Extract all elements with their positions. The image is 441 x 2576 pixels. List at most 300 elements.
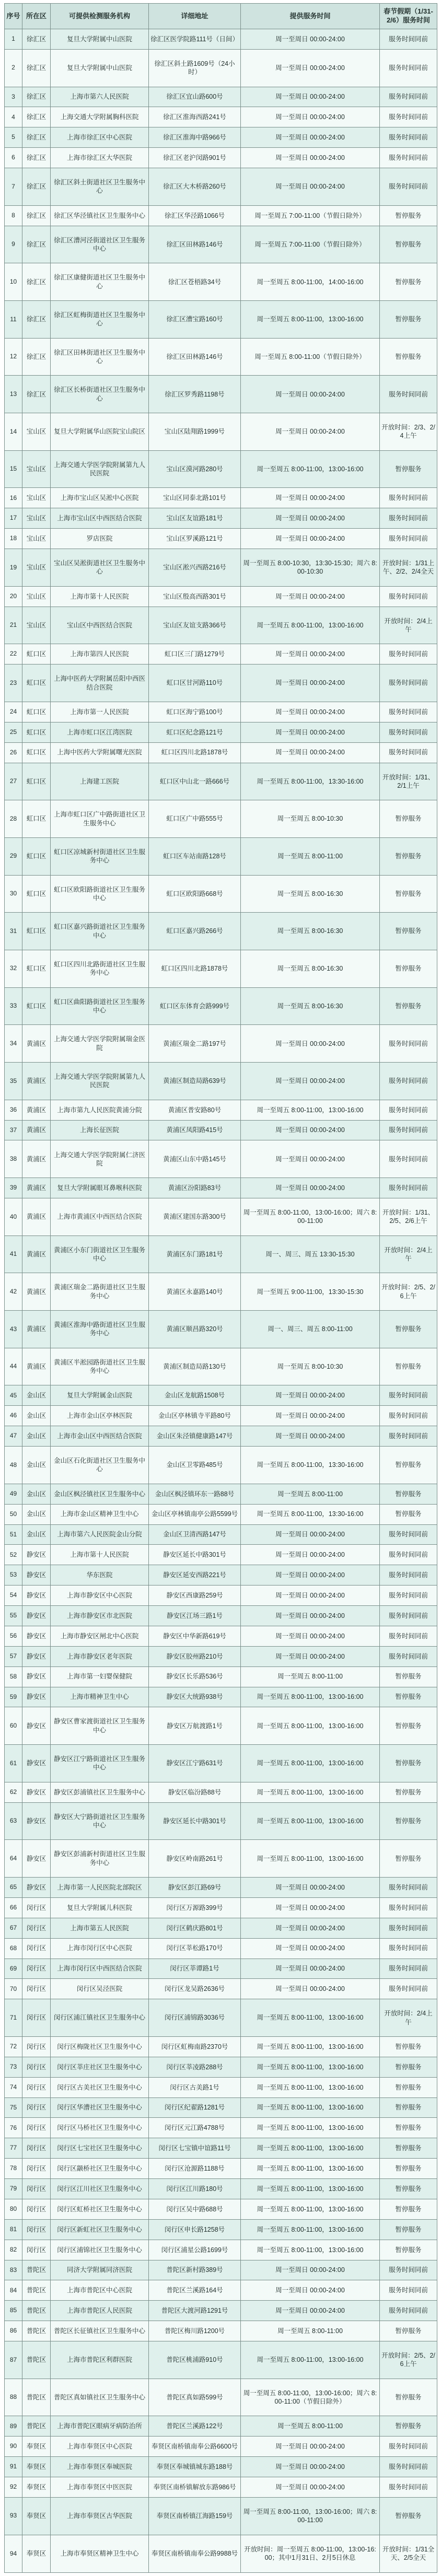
cell-institution: 上海市第九人民医院黄浦分院 [51,1100,149,1120]
cell-spring-festival-hours: 暂停服务 [380,950,437,987]
cell-no: 58 [5,1666,22,1687]
table-row [5,168,437,206]
table-row [5,338,437,376]
cell-institution: 虹口区欧阳路街道社区卫生服务中心 [51,875,149,913]
cell-institution: 上海交通大学医学院附属瑞金医院 [51,1025,149,1063]
cell-spring-festival-hours: 开放时间：2/4上午 [380,1999,437,2037]
cell-address: 普陀区大渡河路1291号 [149,2301,241,2321]
cell-no: 18 [5,529,22,549]
cell-address: 静安区江宁路631号 [149,1745,241,1782]
cell-no: 56 [5,1626,22,1646]
cell-hours: 周一至周五 8:00-10:30 [241,1348,380,1385]
cell-no: 19 [5,549,22,587]
table-row [5,2497,437,2535]
cell-institution: 徐汇区漕河泾街道社区卫生服务中心 [51,226,149,263]
cell-institution: 徐汇区康健街道社区卫生服务中心 [51,263,149,301]
cell-district: 徐汇区 [22,338,51,376]
cell-no: 41 [5,1235,22,1273]
cell-hours: 周一至周日 00:00-24:00 [241,127,380,148]
table-row [5,1959,437,1979]
cell-no: 1 [5,29,22,50]
cell-hours: 周一至周日 00:00-24:00 [241,49,380,87]
cell-spring-festival-hours: 暂停服务 [380,2057,437,2077]
cell-address: 静安区长乐路536号 [149,1666,241,1687]
cell-spring-festival-hours: 开放时间：2/4上午 [380,1235,437,1273]
cell-institution: 上海市宝山区吴淞中心医院 [51,488,149,508]
cell-no: 54 [5,1586,22,1606]
table-row [5,665,437,702]
cell-institution: 上海市精神卫生中心 [51,1687,149,1707]
cell-institution: 复旦大学附属中山医院 [51,29,149,50]
cell-institution: 徐汇区长桥街道社区卫生服务中心 [51,376,149,413]
cell-district: 宝山区 [22,508,51,529]
cell-spring-festival-hours: 服务时间同前 [380,1178,437,1198]
cell-no: 2 [5,49,22,87]
cell-institution: 上海市奉贤区中医医院 [51,2477,149,2498]
cell-no: 26 [5,742,22,763]
cell-institution: 黄浦区小东门街道社区卫生服务中心 [51,1235,149,1273]
cell-hours: 周一至周日 00:00-24:00 [241,529,380,549]
cell-no: 91 [5,2457,22,2477]
cell-institution: 同济大学附属同济医院 [51,2260,149,2280]
cell-address: 普陀区兰溪路122号 [149,2416,241,2437]
cell-address: 徐汇区大木桥路260号 [149,168,241,206]
cell-district: 虹口区 [22,987,51,1025]
cell-institution: 闵行区华漕社区卫生服务中心 [51,2097,149,2118]
cell-address: 闵行区吴中路688号 [149,2199,241,2219]
table-row [5,2138,437,2159]
cell-spring-festival-hours: 暂停服务 [380,2118,437,2138]
cell-institution: 上海市第十人民医院 [51,1545,149,1565]
cell-spring-festival-hours: 服务时间同前 [380,376,437,413]
cell-address: 闵行区纪翟路1281号 [149,2097,241,2118]
cell-spring-festival-hours: 服务时间同前 [380,1385,437,1406]
cell-spring-festival-hours: 服务时间同前 [380,1120,437,1140]
cell-no: 37 [5,1120,22,1140]
cell-spring-festival-hours: 暂停服务 [380,2077,437,2097]
cell-no: 50 [5,1504,22,1524]
cell-institution: 徐汇区虹梅街道社区卫生服务中心 [51,301,149,339]
cell-institution: 上海市奉贤区奉城医院 [51,2457,149,2477]
cell-district: 闵行区 [22,2159,51,2179]
table-row [5,2535,437,2572]
cell-no: 8 [5,205,22,226]
cell-district: 黄浦区 [22,1063,51,1100]
cell-address: 徐汇区华泾路1066号 [149,205,241,226]
table-row [5,127,437,148]
cell-no: 46 [5,1406,22,1426]
cell-hours: 周一至周五 8:00-11:00，13:00-16:00 [241,450,380,488]
cell-hours: 周一至周五 8:00-11:00，13:00-16:00 [241,2077,380,2097]
cell-district: 静安区 [22,1565,51,1586]
cell-no: 30 [5,875,22,913]
cell-hours: 周一至周五 8:00-10:30，13:30-15:30；周六 8:00-10:30 [241,549,380,587]
cell-hours: 周一至周五 8:00-11:00，13:00-16:00 [241,607,380,644]
cell-no: 33 [5,987,22,1025]
cell-district: 徐汇区 [22,205,51,226]
table-row [5,226,437,263]
table-row [5,1545,437,1565]
cell-no: 78 [5,2159,22,2179]
cell-no: 65 [5,1878,22,1898]
cell-no: 17 [5,508,22,529]
cell-hours: 周一至周日 00:00-24:00 [241,508,380,529]
cell-address: 宝山区殷高西路301号 [149,586,241,607]
cell-district: 黄浦区 [22,1235,51,1273]
cell-institution: 闵行区梅陇社区卫生服务中心 [51,2036,149,2057]
cell-address: 徐汇区田林路146号 [149,338,241,376]
cell-spring-festival-hours: 暂停服务 [380,987,437,1025]
cell-district: 金山区 [22,1524,51,1545]
cell-district: 闵行区 [22,2199,51,2219]
cell-spring-festival-hours: 服务时间同前 [380,1979,437,1999]
cell-institution: 上海市金山区中西医结合医院 [51,1426,149,1447]
table-row [5,1348,437,1385]
cell-no: 70 [5,1979,22,1999]
cell-address: 静安区延长中路301号 [149,1802,241,1840]
cell-district: 静安区 [22,1586,51,1606]
table-row [5,1385,437,1406]
cell-district: 虹口区 [22,913,51,950]
cell-hours: 周一至周日 00:00-24:00 [241,1918,380,1938]
cell-institution: 上海市第一妇婴保健院 [51,1666,149,1687]
table-row [5,2199,437,2219]
cell-institution: 上海市奉贤区中心医院 [51,2437,149,2457]
cell-address: 闵行区七宝镇中谊路11号 [149,2138,241,2159]
cell-spring-festival-hours: 服务时间同前 [380,1938,437,1959]
cell-no: 59 [5,1687,22,1707]
cell-no: 7 [5,168,22,206]
table-row [5,2437,437,2457]
cell-address: 虹口区车站南路128号 [149,837,241,875]
table-row [5,107,437,127]
table-row [5,450,437,488]
cell-spring-festival-hours: 暂停服务 [380,2379,437,2416]
cell-no: 10 [5,263,22,301]
cell-spring-festival-hours: 服务时间同前 [380,148,437,168]
cell-district: 徐汇区 [22,226,51,263]
cell-district: 闵行区 [22,1999,51,2037]
testing-sites-table [4,3,437,2573]
cell-spring-festival-hours: 暂停服务 [380,1840,437,1878]
cell-district: 黄浦区 [22,1140,51,1178]
cell-no: 61 [5,1745,22,1782]
cell-district: 虹口区 [22,950,51,987]
cell-institution: 复旦大学附属眼耳鼻喉科医院 [51,1178,149,1198]
cell-address: 金山区枫泾镇环东一路88号 [149,1484,241,1504]
cell-address: 黄浦区凤阳路415号 [149,1120,241,1140]
cell-district: 金山区 [22,1426,51,1447]
cell-district: 普陀区 [22,2379,51,2416]
cell-hours: 周一、周三、周五 13:30-15:30 [241,1235,380,1273]
cell-hours: 周一至周五 7:00-11:00（节假日除外） [241,226,380,263]
cell-address: 闵行区龙吴路2636号 [149,1979,241,1999]
cell-hours: 周一至周日 00:00-24:00 [241,1959,380,1979]
cell-hours: 周一至周日 00:00-24:00 [241,2301,380,2321]
cell-institution: 闵行区浦锦社区卫生服务中心 [51,2240,149,2260]
cell-address: 宝山区淞兴西路216号 [149,549,241,587]
cell-district: 虹口区 [22,722,51,742]
cell-spring-festival-hours: 服务时间同前 [380,1426,437,1447]
cell-hours: 周一至周五 8:00-11:00，14:00-16:00 [241,263,380,301]
cell-address: 闵行区万源路399号 [149,1897,241,1918]
table-row [5,1273,437,1311]
cell-no: 3 [5,87,22,107]
cell-spring-festival-hours: 暂停服务 [380,1447,437,1484]
cell-spring-festival-hours: 服务时间同前 [380,1565,437,1586]
cell-institution: 华东医院 [51,1565,149,1586]
cell-spring-festival-hours: 暂停服务 [380,263,437,301]
cell-spring-festival-hours: 服务时间同前 [380,1959,437,1979]
cell-institution: 闵行区颛桥社区卫生服务中心 [51,2159,149,2179]
cell-hours: 周一至周日 00:00-24:00 [241,413,380,451]
table-row [5,1666,437,1687]
cell-institution: 上海市奉贤区精神卫生中心 [51,2535,149,2572]
cell-institution: 上海市普陀区人民医院 [51,2301,149,2321]
cell-hours: 周一至周日 00:00-24:00 [241,107,380,127]
cell-no: 77 [5,2138,22,2159]
cell-institution: 徐汇区华泾镇社区卫生服务中心 [51,205,149,226]
cell-institution: 普陀区真如镇社区卫生服务中心 [51,2379,149,2416]
cell-spring-festival-hours: 开放时间：2/4上午 [380,607,437,644]
table-row [5,508,437,529]
cell-hours: 周一至周五 8:00-11:00，13:00-16:00 [241,1745,380,1782]
cell-spring-festival-hours: 服务时间同前 [380,2280,437,2301]
cell-spring-festival-hours: 暂停服务 [380,1311,437,1348]
cell-no: 51 [5,1524,22,1545]
cell-district: 黄浦区 [22,1198,51,1236]
cell-hours: 周一至周五 8:00-11:00（节假日除外） [241,338,380,376]
cell-district: 徐汇区 [22,301,51,339]
table-row [5,644,437,665]
cell-institution: 闵行区浦江镇社区卫生服务中心 [51,1999,149,2037]
cell-district: 徐汇区 [22,127,51,148]
cell-no: 36 [5,1100,22,1120]
cell-hours: 周一至周日 00:00-24:00 [241,1897,380,1918]
table-row [5,913,437,950]
table-row [5,1447,437,1484]
cell-hours: 周一至周日 00:00-24:00 [241,586,380,607]
table-row [5,1120,437,1140]
cell-hours: 周一至周日 00:00-24:00 [241,1586,380,1606]
cell-institution: 上海市闵行区中西医结合医院 [51,1959,149,1979]
cell-hours: 周一至周日 00:00-24:00 [241,644,380,665]
cell-no: 14 [5,413,22,451]
cell-institution: 闵行区吴泾医院 [51,1979,149,1999]
cell-spring-festival-hours: 暂停服务 [380,1782,437,1802]
cell-district: 虹口区 [22,742,51,763]
cell-institution: 上海市金山区亭林医院 [51,1406,149,1426]
cell-district: 虹口区 [22,763,51,800]
cell-no: 89 [5,2416,22,2437]
cell-hours: 周一至周日 00:00-24:00 [241,87,380,107]
table-row [5,2379,437,2416]
cell-district: 黄浦区 [22,1273,51,1311]
cell-institution: 上海市第一人民医院北部院区 [51,1878,149,1898]
cell-district: 静安区 [22,1626,51,1646]
table-row [5,1504,437,1524]
cell-hours: 周一至周五 8:00-11:00，13:00-16:00 [241,1802,380,1840]
cell-spring-festival-hours: 服务时间同前 [380,1878,437,1898]
cell-hours: 周一至周五 8:00-11:00，13:30-16:00 [241,1447,380,1484]
cell-district: 徐汇区 [22,148,51,168]
cell-hours: 周一至周日 00:00-24:00 [241,1063,380,1100]
cell-address: 宝山区陆翔路1999号 [149,413,241,451]
cell-spring-festival-hours: 服务时间同前 [380,1100,437,1120]
cell-hours: 周一至周日 00:00-24:00 [241,1565,380,1586]
cell-no: 34 [5,1025,22,1063]
cell-address: 宝山区友谊支路366号 [149,607,241,644]
cell-no: 74 [5,2077,22,2097]
cell-spring-festival-hours: 暂停服务 [380,1504,437,1524]
table-row [5,1406,437,1426]
table-row [5,1311,437,1348]
cell-hours: 周一至周五 8:00-11:00，13:00-16:00 [241,2036,380,2057]
cell-institution: 静安区江宁路街道社区卫生服务中心 [51,1745,149,1782]
cell-address: 静安区江场三路1号 [149,1606,241,1626]
cell-institution: 上海中医药大学附属岳阳中西医结合医院 [51,665,149,702]
table-row [5,1100,437,1120]
cell-hours: 周一至周五 8:00-11:00，13:00-16:00 [241,2179,380,2199]
cell-no: 40 [5,1198,22,1236]
cell-hours: 周一至周日 00:00-24:00 [241,702,380,722]
cell-hours: 周一至周五 8:00-11:00，13:00-16:00；周六 8:00-11:00 [241,2497,380,2535]
cell-district: 静安区 [22,1745,51,1782]
cell-district: 金山区 [22,1504,51,1524]
cell-address: 闵行区浦锦路3036号 [149,1999,241,2037]
cell-hours: 周一至周五 8:00-11:00，13:00-16:00；周六 8:00-11:00 [241,1198,380,1236]
cell-spring-festival-hours: 服务时间同前 [380,168,437,206]
cell-institution: 闵行区古美社区卫生服务中心 [51,2077,149,2097]
table-row [5,376,437,413]
cell-district: 闵行区 [22,1918,51,1938]
cell-institution: 上海市普陀区利群医院 [51,2341,149,2379]
cell-address: 黄浦区永嘉路140号 [149,1273,241,1311]
cell-hours: 周一至周日 00:00-24:00 [241,376,380,413]
cell-hours: 周一至周五 8:00-11:00，13:30-16:00 [241,1504,380,1524]
cell-address: 静安区延安西路221号 [149,1565,241,1586]
cell-hours: 周一、周三、周五 8:00-11:00 [241,1311,380,1348]
cell-spring-festival-hours: 暂停服务 [380,1745,437,1782]
cell-spring-festival-hours: 暂停服务 [380,2199,437,2219]
cell-hours: 周一至周日 00:00-24:00 [241,488,380,508]
cell-hours: 周一至周日 00:00-24:00 [241,665,380,702]
cell-no: 71 [5,1999,22,2037]
cell-institution: 虹口区嘉兴路街道社区卫生服务中心 [51,913,149,950]
cell-no: 12 [5,338,22,376]
cell-institution: 闵行区江川社区卫生服务中心 [51,2179,149,2199]
table-row [5,2321,437,2341]
cell-district: 普陀区 [22,2260,51,2280]
cell-address: 闵行区莘谭路1号 [149,1959,241,1979]
cell-hours: 周一至周日 00:00-24:00 [241,1178,380,1198]
cell-hours: 周一至周日 00:00-24:00 [241,1140,380,1178]
header-address: 详细地址 [149,4,241,29]
table-row [5,1235,437,1273]
table-row [5,2477,437,2498]
table-row [5,586,437,607]
table-row [5,2036,437,2057]
cell-no: 20 [5,586,22,607]
cell-address: 闵行区古美路1号 [149,2077,241,2097]
cell-institution: 静安区大宁路街道社区卫生服务中心 [51,1802,149,1840]
cell-no: 75 [5,2097,22,2118]
cell-district: 虹口区 [22,800,51,838]
table-row [5,987,437,1025]
cell-address: 徐汇区宜山路600号 [149,87,241,107]
cell-district: 金山区 [22,1406,51,1426]
cell-district: 闵行区 [22,1979,51,1999]
cell-hours: 周一至周五 8:00-11:00，13:00-16:00 [241,2097,380,2118]
cell-spring-festival-hours: 服务时间同前 [380,87,437,107]
cell-institution: 复旦大学附属中山医院 [51,49,149,87]
cell-institution: 闵行区虹桥社区卫生服务中心 [51,2199,149,2219]
cell-district: 宝山区 [22,607,51,644]
cell-district: 奉贤区 [22,2497,51,2535]
cell-institution: 上海市普陀区眼病牙病防治所 [51,2416,149,2437]
cell-address: 金山区卫清西路147号 [149,1524,241,1545]
cell-no: 47 [5,1426,22,1447]
cell-address: 闵行区莘松路170号 [149,1938,241,1959]
table-row [5,2260,437,2280]
cell-district: 虹口区 [22,644,51,665]
cell-spring-festival-hours: 服务时间同前 [380,1063,437,1100]
cell-spring-festival-hours: 服务时间同前 [380,2301,437,2321]
cell-no: 13 [5,376,22,413]
cell-address: 黄浦区制造局路130号 [149,1348,241,1385]
cell-no: 68 [5,1938,22,1959]
cell-spring-festival-hours: 暂停服务 [380,1484,437,1504]
cell-district: 徐汇区 [22,107,51,127]
cell-no: 31 [5,913,22,950]
cell-institution: 上海市静安区市北医院 [51,1606,149,1626]
table-row [5,1938,437,1959]
cell-hours: 周一至周五 8:00-11:00，13:00-16:00 [241,1100,380,1120]
cell-no: 87 [5,2341,22,2379]
cell-district: 闵行区 [22,2036,51,2057]
cell-address: 黄浦区建国东路300号 [149,1198,241,1236]
cell-no: 16 [5,488,22,508]
cell-institution: 宝山区中西医结合医院 [51,607,149,644]
cell-institution: 上海市第十人民医院 [51,586,149,607]
cell-district: 静安区 [22,1802,51,1840]
cell-spring-festival-hours: 暂停服务 [380,301,437,339]
cell-district: 静安区 [22,1878,51,1898]
cell-district: 闵行区 [22,2219,51,2240]
cell-address: 徐汇区淮海中路966号 [149,127,241,148]
table-row [5,1063,437,1100]
cell-district: 闵行区 [22,2077,51,2097]
cell-institution: 上海市第四人民医院 [51,644,149,665]
cell-spring-festival-hours: 服务时间同前 [380,2457,437,2477]
cell-institution: 徐汇区斜土街道社区卫生服务中心 [51,168,149,206]
table-row [5,2097,437,2118]
table-row [5,1707,437,1745]
cell-hours: 周一至周五 8:00-11:00，13:00-16:00 [241,2159,380,2179]
cell-district: 宝山区 [22,586,51,607]
cell-district: 宝山区 [22,529,51,549]
cell-address: 普陀区新村路389号 [149,2260,241,2280]
cell-spring-festival-hours: 开放时间：1/31、2/5、2/6上午 [380,1198,437,1236]
cell-spring-festival-hours: 暂停服务 [380,2179,437,2199]
cell-district: 闵行区 [22,2138,51,2159]
cell-address: 徐汇区斜土路1609号（24小时） [149,49,241,87]
cell-no: 72 [5,2036,22,2057]
cell-address: 静安区彭江路69号 [149,1878,241,1898]
cell-hours: 周一至周日 00:00-24:00 [241,1878,380,1898]
cell-district: 闵行区 [22,2118,51,2138]
cell-spring-festival-hours: 服务时间同前 [380,488,437,508]
